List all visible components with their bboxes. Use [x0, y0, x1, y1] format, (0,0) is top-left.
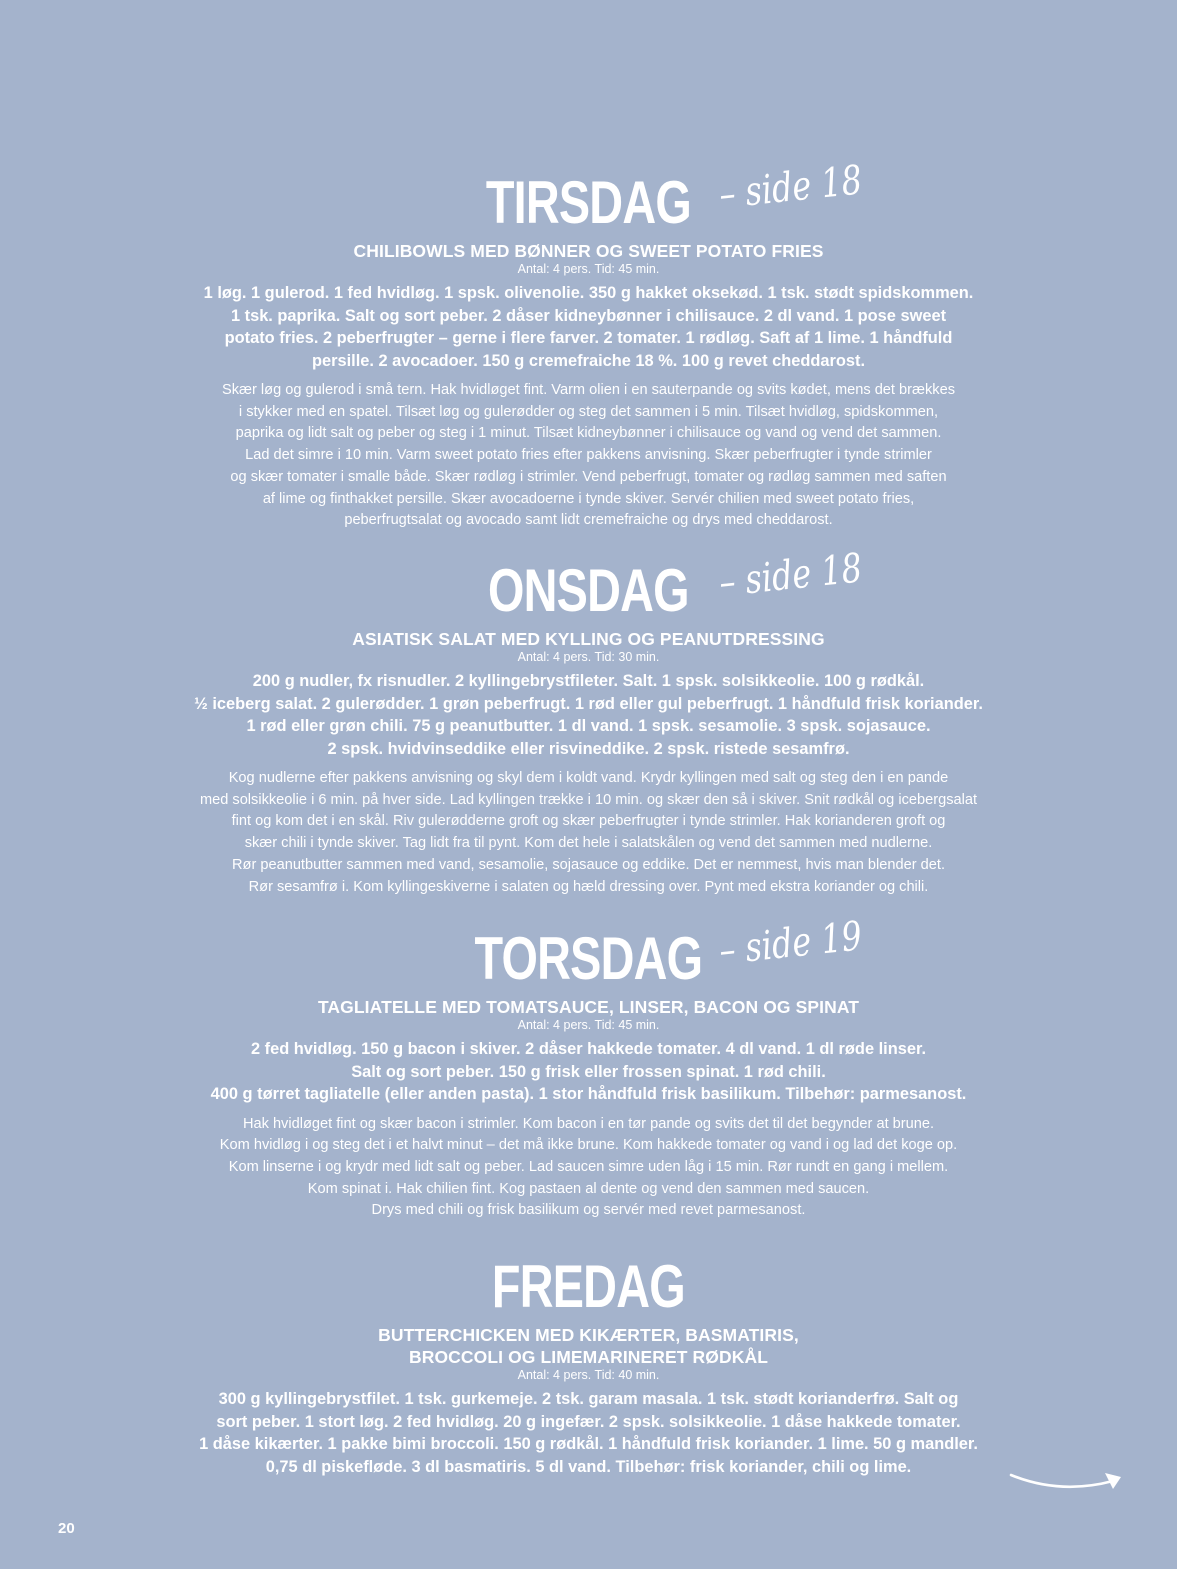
- recipe-title: CHILIBOWLS MED BØNNER OG SWEET POTATO FRIES: [353, 241, 824, 261]
- recipe-meta: Antal: 4 pers. Tid: 45 min.: [517, 1018, 660, 1032]
- recipe-meta: Antal: 4 pers. Tid: 45 min.: [517, 262, 660, 276]
- day-heading: TORSDAG: [474, 925, 703, 992]
- page-reference: – side 18: [716, 545, 865, 607]
- recipe-meta: Antal: 4 pers. Tid: 40 min.: [517, 1368, 660, 1382]
- recipe-section-tirsdag: [0, 157, 1177, 532]
- day-heading: TIRSDAG: [485, 169, 691, 236]
- method-text: Hak hvidløget fint og skær bacon i strimler. Kom bacon i en tør pande og svits det til det begynder at brune. Kom hvidløg i og steg det i et halvt minut – det må ikke brune. Kom hakkede tomater og vand i og lad det koge op. Kom linserne i og krydr med lidt salt og peber. Lad saucen simre uden låg i 15 min. Rør rundt en gang i mellem. Kom spinat i. Hak chilien fint. Kog pastaen al dente og vend den sammen med saucen. Drys med chili og frisk basilikum og servér med revet parmesanost.: [219, 1115, 958, 1219]
- page-reference: – side 18: [716, 157, 865, 219]
- recipe-section-torsdag: [0, 913, 1177, 1222]
- page-reference: – side 19: [716, 913, 865, 975]
- ingredients-list: 2 fed hvidløg. 150 g bacon i skiver. 2 dåser hakkede tomater. 4 dl vand. 1 dl røde linser. Salt og sort peber. 150 g frisk eller frossen spinat. 1 rød chili. 400 g tørret tagliatelle (eller anden pasta). 1 stor håndfuld frisk basilikum. Tilbehør: parmesanost.: [210, 1040, 967, 1103]
- recipe-title: TAGLIATELLE MED TOMATSAUCE, LINSER, BACON OG SPINAT: [317, 997, 860, 1017]
- ingredients-list: 1 løg. 1 gulerod. 1 fed hvidløg. 1 spsk. olivenolie. 350 g hakket oksekød. 1 tsk. stødt spidskommen. 1 tsk. paprika. Salt og sort peber. 2 dåser kidneybønner i chilisauce. 2 dl vand. 1 pose sweet potato fries. 2 peberfrugter – gerne i flere farver. 2 tomater. 1 rødløg. Saft af 1 lime. 1 håndfuld persille. 2 avocadoer. 150 g cremefraiche 18 %. 100 g revet cheddarost.: [203, 284, 974, 370]
- day-heading: FREDAG: [491, 1253, 685, 1320]
- recipe-title: ASIATISK SALAT MED KYLLING OG PEANUTDRESSING: [352, 629, 825, 649]
- method-text: Kog nudlerne efter pakkens anvisning og skyl dem i koldt vand. Krydr kyllingen med salt og steg den i en pande med solsikkeolie i 6 min. på hver side. Lad kyllingen trække i 10 min. og skær den så i skiver. Snit rødkål og icebergsalat fint og kom det i en skål. Riv gulerødderne groft og skær peberfrugter i tynde strimler. Hak korianderen groft og skær chili i tynde skiver. Tag lidt fra til pynt. Kom det hele i salatskålen og vend det sammen med nudlerne. Rør peanutbutter sammen med vand, sesamolie, sojasauce og eddike. Det er nemmest, hvis man blender det. Rør sesamfrø i. Kom kyllingeskiverne i salaten og hæld dressing over. Pynt med ekstra koriander og chili.: [199, 770, 978, 895]
- ingredients-list: 300 g kyllingebrystfilet. 1 tsk. gurkemeje. 2 tsk. garam masala. 1 tsk. stødt korianderfrø. Salt og sort peber. 1 stort løg. 2 fed hvidløg. 20 g ingefær. 2 spsk. solsikkeolie. 1 dåse hakkede tomater. 1 dåse kikærter. 1 pakke bimi broccoli. 150 g rødkål. 1 håndfuld frisk koriander. 1 lime. 50 g mandler. 0,75 dl piskefløde. 3 dl basmatiris. 5 dl vand. Tilbehør: frisk koriander, chili og lime.: [199, 1390, 978, 1476]
- curved-arrow-right-icon: [1005, 1465, 1125, 1502]
- recipe-meta: Antal: 4 pers. Tid: 30 min.: [517, 650, 660, 664]
- recipe-section-onsdag: [0, 545, 1177, 898]
- method-text: Skær løg og gulerod i små tern. Hak hvidløget fint. Varm olien i en sauterpande og svits kødet, mens det brækkes i stykker med en spatel. Tilsæt løg og gulerødder og steg det sammen i 5 min. Tilsæt hvidløg, spidskommen, paprika og lidt salt og peber og steg i 1 minut. Tilsæt kidneybønner i chilisauce og vand og vend det sammen. Lad det simre i 10 min. Varm sweet potato fries efter pakkens anvisning. Skær peberfrugter i tynde strimler og skær tomater i smalle både. Skær rødløg i strimler. Vend peberfrugt, tomater og rødløg sammen med saften af lime og finthakket persille. Skær avocadoerne i tynde skiver. Servér chilien med sweet potato fries, peberfrugtsalat og avocado samt lidt cremefraiche og drys med cheddarost.: [222, 382, 955, 529]
- recipe-title: BUTTERCHICKEN MED KIKÆRTER, BASMATIRIS, BROCCOLI OG LIMEMARINERET RØDKÅL: [378, 1325, 799, 1367]
- page-number: 20: [58, 1520, 75, 1537]
- recipe-section-fredag: [0, 1252, 1177, 1478]
- ingredients-list: 200 g nudler, fx risnudler. 2 kyllingebrystfileter. Salt. 1 spsk. solsikkeolie. 100 g rødkål. ½ iceberg salat. 2 gulerødder. 1 grøn peberfrugt. 1 rød eller gul peberfrugt. 1 håndfuld frisk koriander. 1 rød eller grøn chili. 75 g peanutbutter. 1 dl vand. 1 spsk. sesamolie. 3 spsk. sojasauce. 2 spsk. hvidvinseddike eller risvineddike. 2 spsk. ristede sesamfrø.: [194, 672, 983, 758]
- day-heading: ONSDAG: [488, 557, 689, 624]
